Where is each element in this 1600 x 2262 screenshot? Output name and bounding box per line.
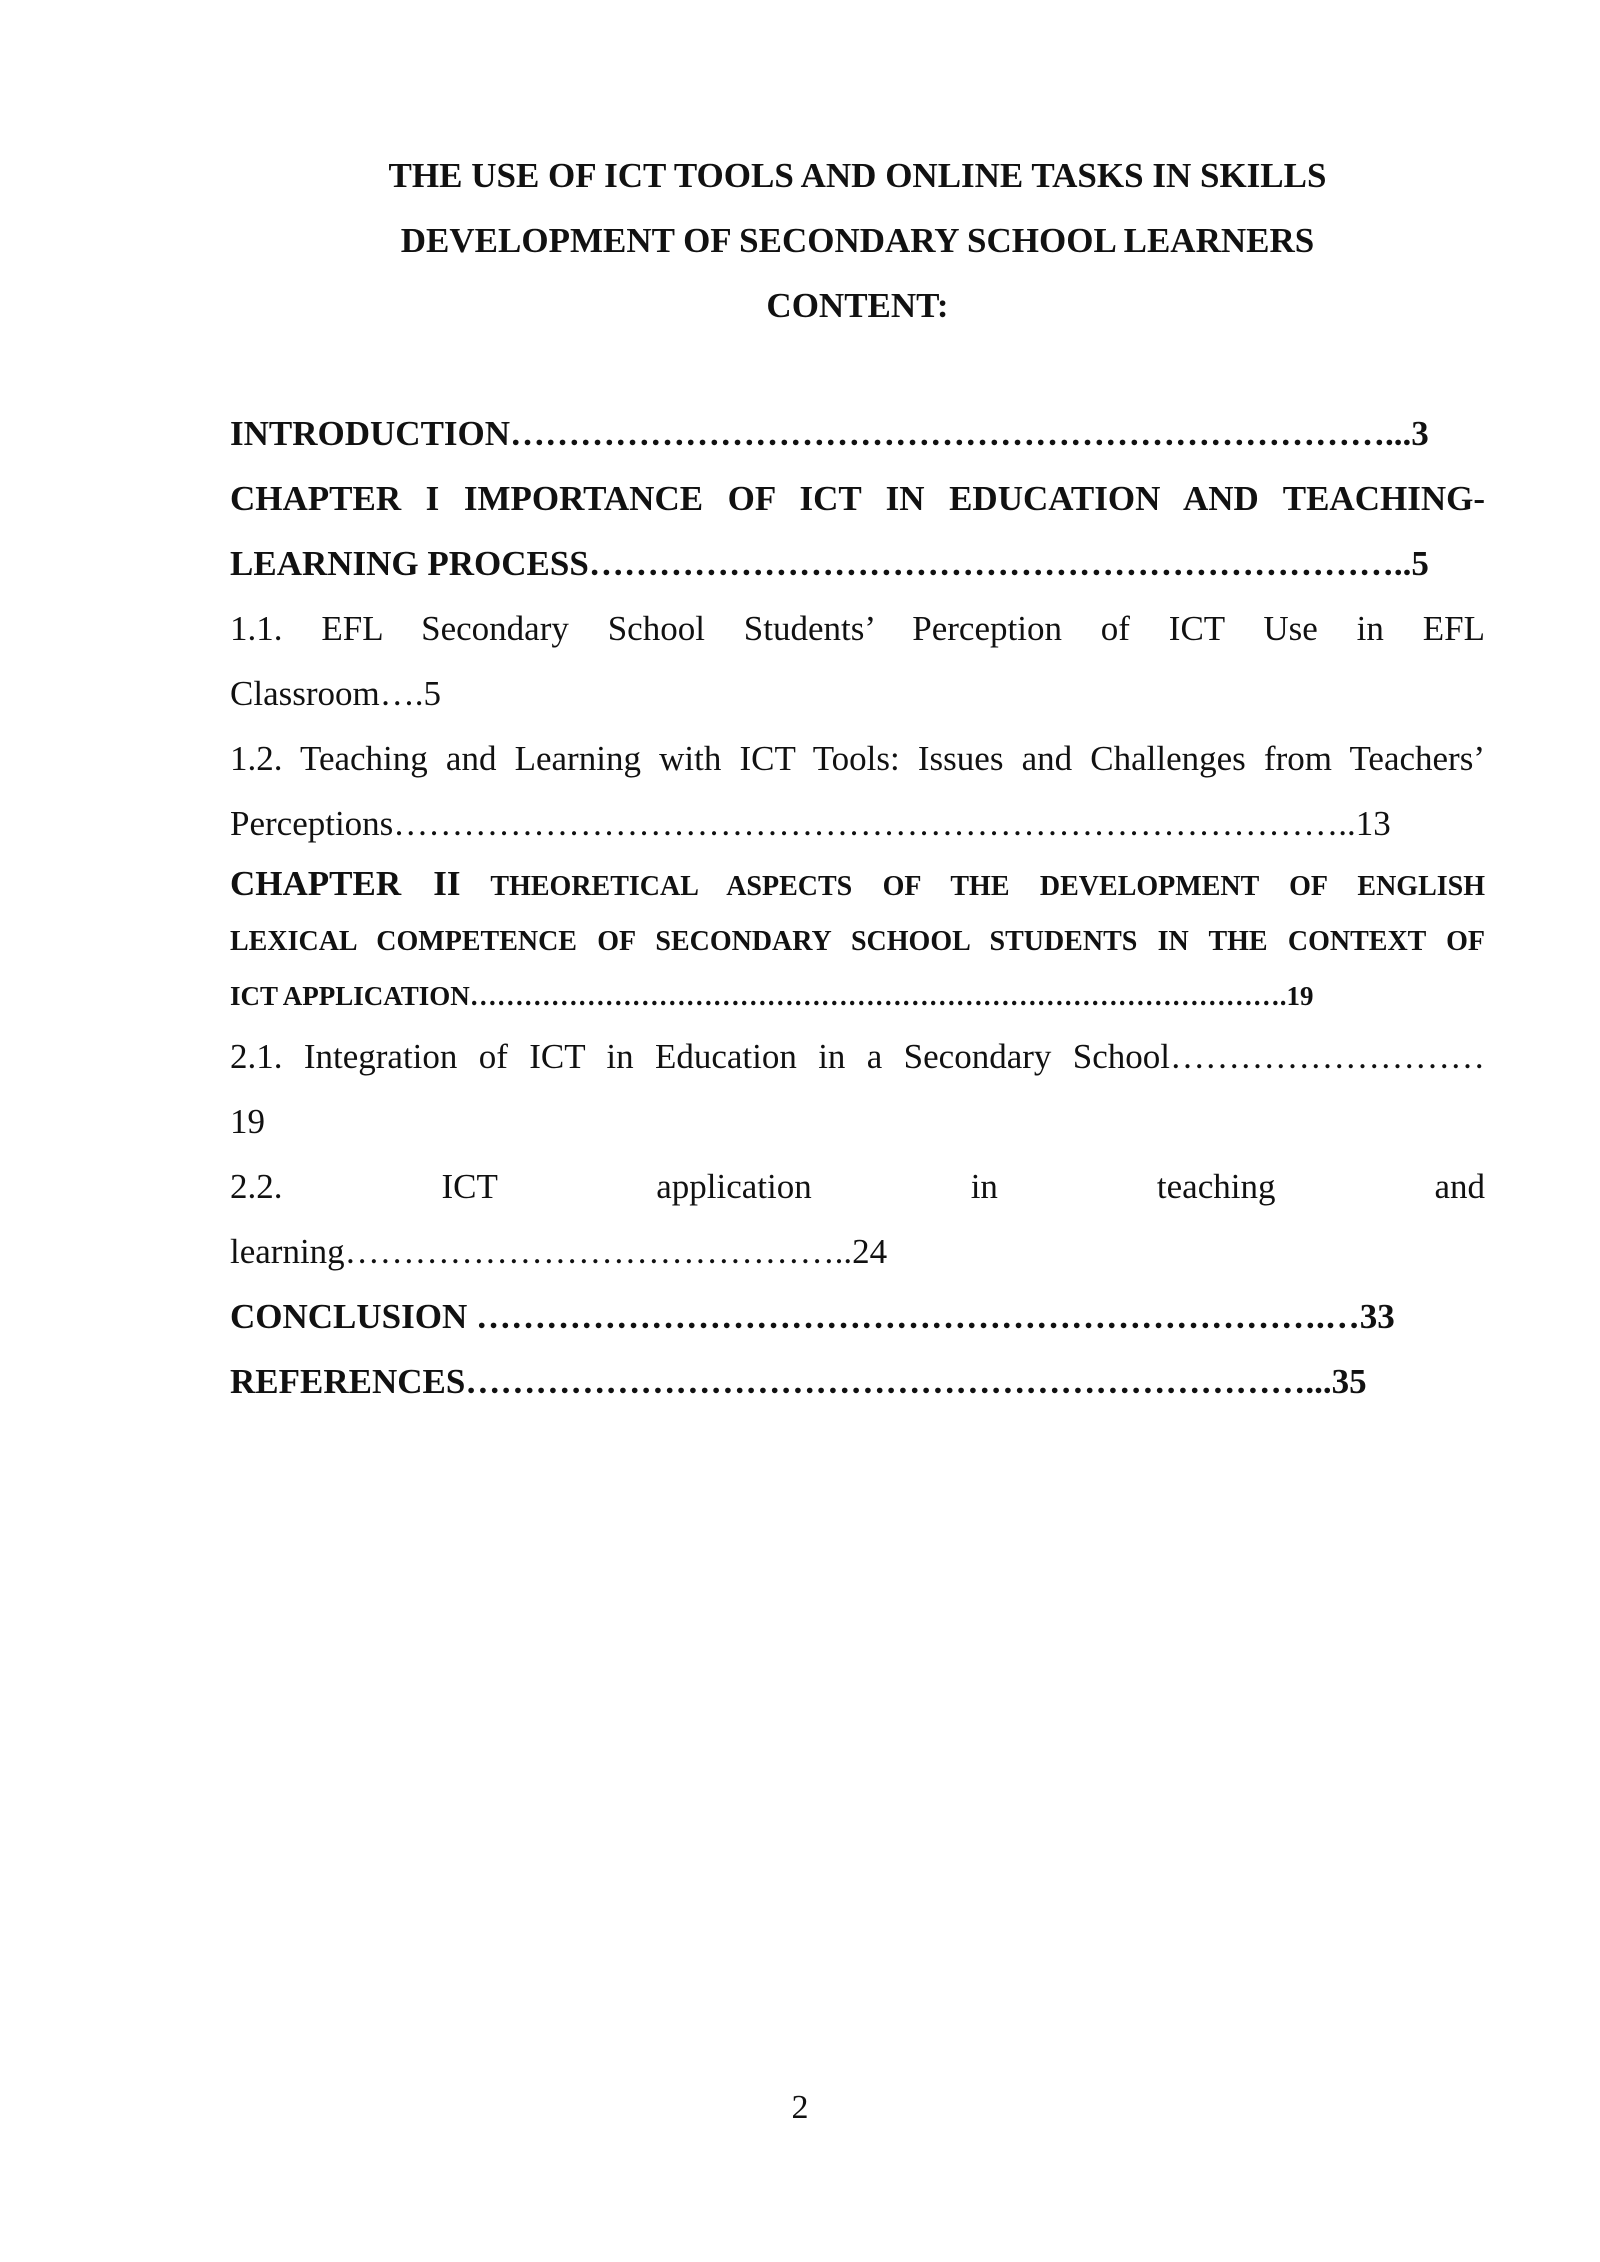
toc-chapter-1-line-1: CHAPTER I IMPORTANCE OF ICT IN EDUCATION AND TEACHING-	[230, 479, 1485, 518]
toc-item-1-2-line-2: Perceptions………………………………………………………………………..13	[230, 804, 1391, 843]
toc-chapter-1-line-2: LEARNING PROCESS……………………………………………………………..5	[230, 544, 1429, 583]
toc-item-1-2-line-1: 1.2. Teaching and Learning with ICT Tools: Issues and Challenges from Teachers’	[230, 739, 1485, 778]
toc-chapter-2-label: CHAPTER II	[230, 864, 461, 903]
toc-chapter-2-line-3: ICT APPLICATION……………………………………………………………………………….19	[230, 981, 1314, 1011]
toc-conclusion: CONCLUSION ……………………………………………………………….…33	[230, 1297, 1395, 1336]
document-title	[230, 143, 1485, 338]
title-line-1: THE USE OF ICT TOOLS AND ONLINE TASKS IN SKILLS	[388, 156, 1327, 195]
toc-item-2-1-line-1: 2.1. Integration of ICT in Education in a Secondary School………………………	[230, 1037, 1485, 1076]
toc-introduction: INTRODUCTION…………………………………………………………………...3	[230, 414, 1429, 453]
toc-item-1-1-line-1: 1.1. EFL Secondary School Students’ Perception of ICT Use in EFL	[230, 609, 1485, 648]
toc-item-1-1-line-2: Classroom….5	[230, 674, 441, 713]
content-heading: CONTENT:	[766, 286, 949, 325]
page-number: 2	[791, 2089, 809, 2126]
toc-item-2-2-line-1: 2.2. ICT application in teaching and	[230, 1167, 1485, 1206]
toc-references: REFERENCES………………………………………………………………...35	[230, 1362, 1367, 1401]
table-of-contents	[230, 401, 1485, 1414]
toc-chapter-2-line-2: LEXICAL COMPETENCE OF SECONDARY SCHOOL STUDENTS IN THE CONTEXT OF	[230, 926, 1485, 957]
toc-chapter-2-title-start: THEORETICAL ASPECTS OF THE DEVELOPMENT OF ENGLISH	[460, 871, 1485, 902]
toc-item-2-1-line-2: 19	[230, 1102, 265, 1141]
title-line-2: DEVELOPMENT OF SECONDARY SCHOOL LEARNERS	[400, 221, 1315, 260]
toc-item-2-2-line-2: learning……………………………………..24	[230, 1232, 888, 1271]
toc-chapter-2-line-1	[230, 856, 1485, 914]
